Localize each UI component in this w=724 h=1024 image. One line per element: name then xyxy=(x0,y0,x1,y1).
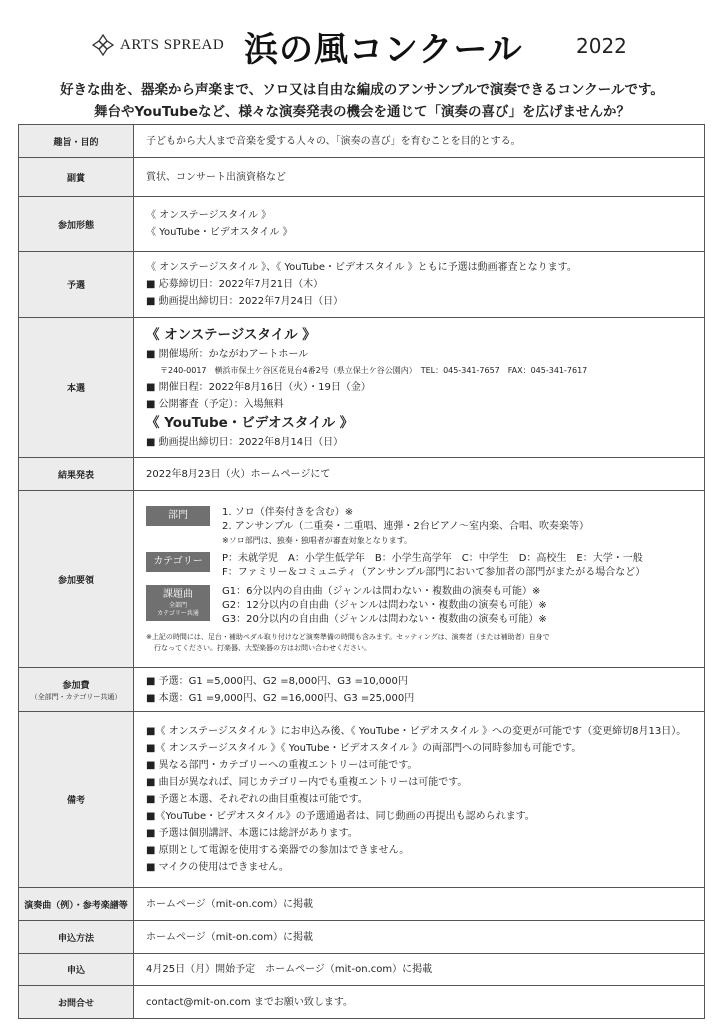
results-text: 2022年8月23日（火）ホームページにて xyxy=(146,468,331,480)
method-text: ホームページ（mit-on.com）に掲載 xyxy=(146,931,314,943)
page-header xyxy=(0,20,724,72)
row-fee xyxy=(19,668,705,712)
format-line-1: 《 オンステージスタイル 》 xyxy=(146,210,272,221)
label-fee xyxy=(19,668,134,712)
final-address: 〒240-0017 横浜市保土ケ谷区花見台4番2号（県立保土ケ谷公園内） TEL：045-341-7657 FAX：045-341-7617 xyxy=(160,365,588,375)
content-final xyxy=(134,318,705,458)
remark-item: ■《 オンステージスタイル 》《 YouTube・ビデオスタイル 》の両部門への同時参加も可能です。 xyxy=(146,743,582,754)
content-prize xyxy=(134,158,705,197)
label-prize: 副賞 xyxy=(19,158,134,197)
content-remarks xyxy=(134,712,705,888)
pieces-note-2: 行なってください。打楽器、大型楽器の方はお問い合わせください。 xyxy=(154,644,371,652)
division-note: ※ソロ部門は、独奏・独唱者が審査対象となります。 xyxy=(222,536,413,545)
row-requirements xyxy=(19,491,705,668)
remark-item: ■ 異なる部門・カテゴリーへの重複エントリーは可能です。 xyxy=(146,760,418,771)
content-fee xyxy=(134,668,705,712)
label-remarks: 備考 xyxy=(19,712,134,888)
fee-line-2: ■ 本選：G1 =9,000円、G2 =16,000円、G3 =25,000円 xyxy=(146,692,415,704)
row-purpose xyxy=(19,125,705,158)
brand xyxy=(92,34,224,56)
pieces-box-sub-2: カテゴリー共通 xyxy=(157,610,199,617)
row-prelim xyxy=(19,252,705,318)
category-box: カテゴリー xyxy=(146,552,210,572)
remark-item: ■ マイクの使用はできません。 xyxy=(146,862,289,873)
label-contact: お問合せ xyxy=(19,986,134,1019)
label-final: 本選 xyxy=(19,318,134,458)
apply-text: 4月25日（月）開始予定 ホームページ（mit-on.com）に掲載 xyxy=(146,964,433,975)
fee-line-1: ■ 予選：G1 =5,000円、G2 =8,000円、G3 =10,000円 xyxy=(146,675,408,687)
category-line-1: P：未就学児 A：小学生低学年 B：小学生高学年 C：中学生 D：高校生 E：大学・一般 xyxy=(222,553,643,564)
label-format: 参加形態 xyxy=(19,197,134,252)
pieces-box-sub-1: 全部門 xyxy=(168,602,187,609)
pieces-note-1: ※上記の時間には、足台・補助ペダル取り付けなど演奏準備の時間も含みます。セッティングは、演奏者（または補助者）自身で xyxy=(146,633,550,641)
row-final xyxy=(19,318,705,458)
row-method xyxy=(19,921,705,954)
row-remarks xyxy=(19,712,705,888)
category-line-2: F：ファミリー＆コミュニティ（アンサンブル部門において参加者の部門がまたがる場合など） xyxy=(222,567,646,578)
title-year: 2022 xyxy=(576,34,627,58)
content-format xyxy=(134,197,705,252)
content-method xyxy=(134,921,705,954)
intro-line-1: 好きな曲を、器楽から声楽まで、ソロ又は自由な編成のアンサンブルで演奏できるコンクールです。 xyxy=(60,82,664,98)
intro-line-2: 舞台やYouTubeなど、様々な演奏発表の機会を通じて「演奏の喜び」を広げませんか？ xyxy=(93,104,631,120)
content-purpose xyxy=(134,125,705,158)
division-line-1: 1. ソロ（伴奏付きを含む）※ xyxy=(222,507,354,518)
brand-logo-icon xyxy=(92,34,114,56)
label-prelim: 予選 xyxy=(19,252,134,318)
prize-text: 賞状、コンサート出演資格など xyxy=(146,171,286,183)
prelim-line-2: ■ 応募締切日：2022年7月21日（木） xyxy=(146,279,324,290)
fee-label: 参加費 xyxy=(62,680,90,691)
contact-text: contact@mit-on.com までお願い致します。 xyxy=(146,996,354,1008)
remark-item: ■《YouTube・ビデオスタイル》の予選通過者は、同じ動画の再提出も認められます。 xyxy=(146,811,535,822)
fee-sublabel: （全部門・カテゴリー共通） xyxy=(30,692,122,701)
remark-item: ■ 原則として電源を使用する楽器での参加はできません。 xyxy=(146,845,410,856)
examples-text: ホームページ（mit-on.com）に掲載 xyxy=(146,898,314,910)
label-apply: 申込 xyxy=(19,954,134,986)
division-box: 部門 xyxy=(146,506,210,526)
row-format xyxy=(19,197,705,252)
pieces-box xyxy=(146,585,210,621)
row-examples xyxy=(19,888,705,921)
content-examples xyxy=(134,888,705,921)
category-block xyxy=(146,552,692,580)
final-venue: ■ 開催場所：かながわアートホール xyxy=(146,348,309,360)
competition-info-table xyxy=(18,124,705,1019)
row-results xyxy=(19,458,705,491)
pieces-g3: G3：20分以内の自由曲（ジャンルは問わない・複数曲の演奏も可能）※ xyxy=(222,614,547,625)
final-deadline: ■ 動画提出締切日：2022年8月14日（日） xyxy=(146,436,344,448)
remark-item: ■ 曲目が異なれば、同じカテゴリー内でも重複エントリーは可能です。 xyxy=(146,777,468,788)
row-apply xyxy=(19,954,705,986)
row-contact xyxy=(19,986,705,1019)
remark-item: ■《 オンステージスタイル 》にお申込み後、《 YouTube・ビデオスタイル 》への変更が可能です（変更締切8月13日）。 xyxy=(146,726,687,737)
prelim-line-3: ■ 動画提出締切日：2022年7月24日（日） xyxy=(146,296,344,307)
final-onstage-heading: 《 オンステージスタイル 》 xyxy=(146,326,316,343)
final-dates: ■ 開催日程：2022年8月16日（火）・19日（金） xyxy=(146,381,371,393)
content-requirements xyxy=(134,491,705,668)
format-line-2: 《 YouTube・ビデオスタイル 》 xyxy=(146,227,293,238)
remark-item: ■ 予選は個別講評、本選には総評があります。 xyxy=(146,828,358,839)
content-contact xyxy=(134,986,705,1019)
pieces-g2: G2：12分以内の自由曲（ジャンルは問わない・複数曲の演奏も可能）※ xyxy=(222,600,547,611)
division-block xyxy=(146,506,692,547)
brand-name: ARTS SPREAD xyxy=(120,36,225,53)
label-method: 申込方法 xyxy=(19,921,134,954)
division-line-2: 2. アンサンブル（二重奏・二重唱、連弾・2台ピアノ〜室内楽、合唱、吹奏楽等） xyxy=(222,521,589,532)
label-requirements: 参加要領 xyxy=(19,491,134,668)
prelim-line-1: 《 オンステージスタイル 》、《 YouTube・ビデオスタイル 》ともに予選は動画審査となります。 xyxy=(146,262,577,273)
content-prelim xyxy=(134,252,705,318)
purpose-text: 子どもから大人まで音楽を愛する人々の、「演奏の喜び」を育むことを目的とする。 xyxy=(146,135,521,147)
pieces-g1: G1：6分以内の自由曲（ジャンルは問わない・複数曲の演奏も可能）※ xyxy=(222,586,541,597)
content-apply xyxy=(134,954,705,986)
label-examples: 演奏曲（例）・参考楽譜等 xyxy=(19,888,134,921)
remark-item: ■ 予選と本選、それぞれの曲目重複は可能です。 xyxy=(146,794,368,805)
row-prize xyxy=(19,158,705,197)
pieces-box-title: 課題曲 xyxy=(163,589,193,600)
pieces-block xyxy=(146,585,692,627)
content-results xyxy=(134,458,705,491)
label-results: 結果発表 xyxy=(19,458,134,491)
label-purpose: 趣旨・目的 xyxy=(19,125,134,158)
final-audit: ■ 公開審査（予定）：入場無料 xyxy=(146,398,284,410)
page-title: 浜の風コンクール xyxy=(244,30,523,70)
final-youtube-heading: 《 YouTube・ビデオスタイル 》 xyxy=(146,414,354,431)
